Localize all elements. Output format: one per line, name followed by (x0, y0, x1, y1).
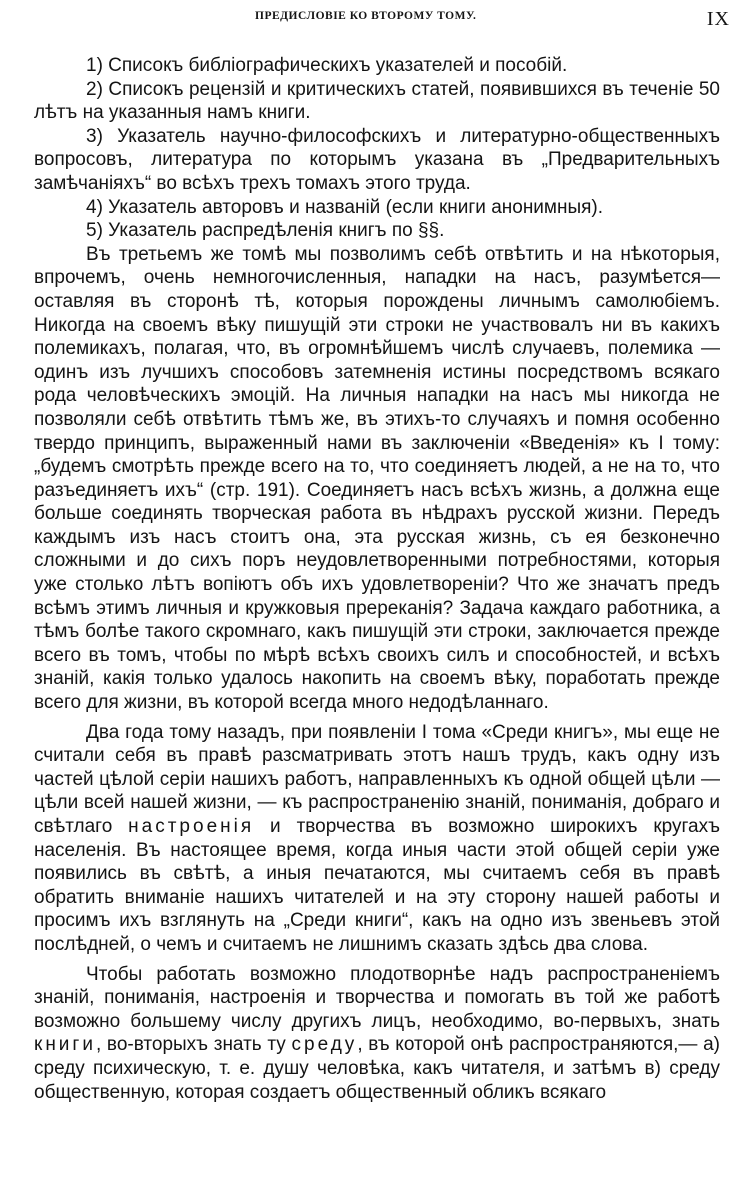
list-item-5: 5) Указатель распредѣленія книгъ по §§. (86, 220, 445, 242)
paragraph-3-spaced-word-1: книги (34, 1034, 96, 1056)
paragraph-3-text-a: Чтобы работать возможно плодотворнѣе надъ распространеніемъ знаній, пониманія, настроенія и творчества и помогать въ той же работѣ возможно большему числу другихъ лицъ, необходимо, во-первыхъ, знать (34, 963, 720, 1032)
paragraph-3-text-b: , во-вторыхъ знать ту (95, 1034, 286, 1056)
list-item-3: 3) Указатель научно-философскихъ и литературно-общественныхъ вопросовъ, литература по которымъ указана въ „Предварительныхъ замѣчаніяхъ“ во всѣхъ трехъ томахъ этого труда. (34, 125, 720, 194)
paragraph-3 (34, 963, 720, 1105)
list-item-2: 2) Списокъ рецензій и критическихъ статей, появившихся въ теченіе 50 лѣтъ на указанныя намъ книги. (34, 78, 720, 124)
running-title: ПРЕДИСЛОВІЕ КО ВТОРОМУ ТОМУ. (255, 10, 477, 22)
paragraph-2 (34, 721, 720, 957)
page-number: IX (706, 8, 730, 30)
list-item-1: 1) Списокъ библіографическихъ указателей и пособій. (86, 55, 568, 76)
paragraph-3-text-c: , въ которой онѣ распространяются,— а) среду психическую, т. е. душу человѣка, какъ читателя, и затѣмъ в) среду общественную, которая создаетъ общественный обликъ всякаго (34, 1034, 721, 1103)
paragraph-3-spaced-word-2: среду (291, 1034, 358, 1056)
paragraph-2-text-b: и творчества въ возможно широкихъ кругахъ населенія. Въ настоящее время, когда иныя части этой общей серіи уже появились въ свѣтѣ, а иныя печатаются, мы считаемъ себя въ правѣ обратить вниманіе нашихъ читателей и на эту сторону нашей работы и просимъ ихъ взглянуть на „Среди книги“, какъ на одно изъ звеньевъ этой послѣдней, о чемъ и считаемъ не лишнимъ сказать здѣсь два слова. (34, 816, 720, 955)
list-item-4: 4) Указатель авторовъ и названій (если книги анонимныя). (86, 196, 604, 218)
body-text (34, 54, 720, 1104)
paragraph-2-spaced-word: настроенія (128, 816, 255, 837)
paragraph-1: Въ третьемъ же томѣ мы позволимъ себѣ отвѣтить и на нѣкоторыя, впрочемъ, очень немногочисленныя, нападки на насъ, разумѣется—оставляя въ сторонѣ тѣ, которыя порождены личнымъ самолюбіемъ. Никогда на своемъ вѣку пишущій эти строки не участвовалъ ни въ какихъ полемикахъ, полагая, что, въ огромнѣйшемъ числѣ случаевъ, полемика —одинъ изъ лучшихъ способовъ затемненія истины посредствомъ всякаго рода человѣческихъ эмоцій. На личныя нападки на насъ мы никогда не позволяли себѣ отвѣтить тѣмъ же, въ этихъ-то случаяхъ и помня особенно твердо принципъ, выраженный нами въ заключеніи «Введенія» къ I тому: „будемъ смотрѣть прежде всего на то, что соединяетъ людей, а не на то, что разъединяетъ ихъ“ (стр. 191). Соединяетъ насъ всѣхъ жизнь, а должна еще больше соединять творческая работа въ нѣдрахъ русской жизни. Передъ каждымъ изъ насъ стоитъ она, эта русская жизнь, съ ея безконечно сложными и до сихъ поръ неудовлетворенными потребностями, которыя уже столько лѣтъ вопіютъ объ ихъ удовлетвореніи? Что же значатъ предъ всѣмъ этимъ личныя и кружковыя пререканія? Задача каждаго работника, а тѣмъ болѣе такого скромнаго, какъ пишущій эти строки, заключается прежде всего въ томъ, чтобы по мѣрѣ всѣхъ своихъ силъ и способностей, и всѣхъ знаній, какія только удалось накопить на своемъ вѣку, поработать прежде всего для жизни, въ которой всегда много недодѣланнаго. (34, 243, 720, 714)
page-header (255, 8, 730, 30)
paragraph-2-text-a: Два года тому назадъ, при появленіи I тома «Среди книгъ», мы еще не считали себя въ правѣ разсматривать этотъ нашъ трудъ, какъ одну изъ частей цѣлой серіи нашихъ работъ, направленныхъ къ одной общей цѣли — цѣли всей нашей жизни, — къ распространенію знаній, пониманія, добраго и свѣтлаго (34, 721, 720, 837)
